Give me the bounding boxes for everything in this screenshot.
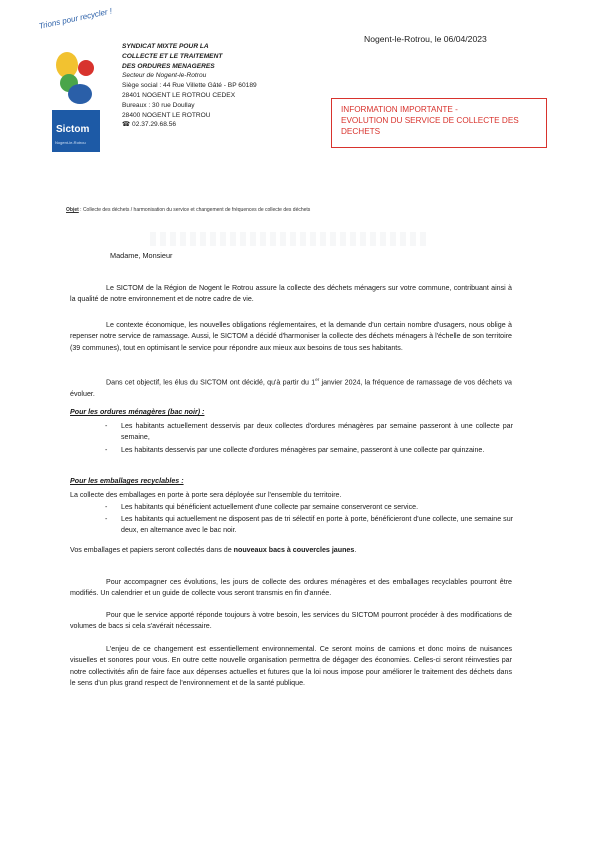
bullet-3: [105, 502, 513, 513]
letter-greeting: Madame, Monsieur: [110, 251, 173, 260]
bullet-4-text: Les habitants qui actuellement ne disposent pas de tri sélectif en porte à porte, bénéficieront d'une collecte, une semaine sur deux, en alternance avec le bac noir.: [121, 515, 513, 535]
logo-name: Sictom: [56, 124, 90, 135]
bullet-dash: -: [105, 515, 108, 523]
org-address-2: 28401 NOGENT LE ROTROU CEDEX: [122, 91, 236, 99]
bullet-3-text: Les habitants qui bénéficient actuellement d'une collecte par semaine conserveront ce service.: [121, 503, 419, 511]
bullet-dash: -: [105, 446, 108, 454]
logo-face-blue: [68, 84, 92, 104]
paragraph-3: [70, 374, 512, 400]
paragraph-5: [70, 545, 512, 556]
paragraph-7: Pour que le service apporté réponde toujours à votre besoin, les services du SICTOM pourront procéder à des modifications de volumes de bacs si cela s'avérait nécessaire.: [70, 611, 512, 631]
paragraph-5-part-a: Vos emballages et papiers seront collectés dans de: [70, 546, 234, 554]
notice-line-1: INFORMATION IMPORTANTE -: [341, 105, 458, 114]
bullet-2-text: Les habitants desservis par une collecte d'ordures ménagères par semaine, passeront à une collecte par quinzaine.: [121, 446, 485, 454]
paragraph-3-superscript: er: [315, 377, 320, 382]
bullet-1-text: Les habitants actuellement desservis par deux collectes d'ordures ménagères par semaine passeront à une collecte par semaine,: [121, 422, 513, 442]
paragraph-6: Pour accompagner ces évolutions, les jours de collecte des ordures ménagères et des emballages recyclables pourront être modifiés. Un calendrier et un guide de collecte vous seront transmis en fin d'année.: [70, 578, 512, 598]
notice-line-3: DECHETS: [341, 127, 381, 136]
paragraph-3-part-b: janvier 2024, la fréquence de ramassage de vos déchets va évoluer.: [70, 378, 512, 398]
bullet-2: [105, 445, 513, 456]
org-line-1: SYNDICAT MIXTE POUR LA: [122, 43, 209, 50]
bullet-dash: -: [105, 422, 108, 430]
letter-date: Nogent-le-Rotrou, le 06/04/2023: [364, 34, 487, 44]
bullet-4: [105, 514, 513, 537]
important-notice-box: [331, 98, 547, 148]
heading-ordures-menageres: Pour les ordures ménagères (bac noir) :: [70, 408, 205, 416]
org-line-3: DES ORDURES MENAGERES: [122, 62, 215, 70]
paragraph-1: Le SICTOM de la Région de Nogent le Rotrou assure la collecte des déchets ménagers sur votre commune, contribuant ainsi à la qualité de notre environnement et de notre cadre de vie.: [70, 284, 512, 304]
sictom-logo: [38, 6, 113, 145]
paragraph-3-part-a: Dans cet objectif, les élus du SICTOM ont décidé, qu'à partir du 1: [106, 378, 316, 387]
paragraph-8: L'enjeu de ce changement est essentiellement environnemental. Ce seront moins de camions et donc moins de nuisances visuelles et sonores pour vous. En outre cette nouvelle organisation permettra de dégager des économies. Celles-ci seront réinvesties par notre collectivités afin de faire face aux dépenses actuelles et futures que la loi nous impose pour améliorer le traitement des déchets dans le sens d'un plus grand respect de l'environnement et de la santé publique.: [70, 645, 512, 688]
paragraph-5-bold: nouveaux bacs à couvercles jaunes: [233, 546, 355, 554]
org-sector: Secteur de Nogent-le-Rotrou: [122, 72, 207, 80]
logo-subtitle: Nogent-le-Rotrou: [55, 140, 86, 145]
org-address-1: Siège social : 44 Rue Villette Gâté - BP 60189: [122, 82, 257, 90]
bullet-dash: -: [105, 503, 108, 511]
paragraph-4: La collecte des emballages en porte à porte sera déployée sur l'ensemble du territoire.: [70, 491, 342, 499]
paragraph-2: Le contexte économique, les nouvelles obligations réglementaires, et la demande d'un certain nombre d'usagers, nous oblige à repenser notre service de ramassage. Aussi, le SICTOM a décidé d'harmoniser la collecte des déchets ménagers à l'échelle de son territoire (39 communes), tout en optimisant le service pour répondre aux mieux aux besoins de tous ses habitants.: [70, 321, 512, 352]
faint-background-marks: [150, 232, 430, 246]
logo-slogan: Trions pour recycler !: [38, 6, 113, 31]
notice-line-2: EVOLUTION DU SERVICE DE COLLECTE DES: [341, 116, 519, 125]
paragraph-5-part-c: .: [354, 546, 357, 554]
logo-box: [52, 110, 100, 152]
org-phone: ☎ 02.37.29.68.56: [122, 121, 177, 129]
organization-address-block: [122, 42, 257, 130]
heading-emballages: Pour les emballages recyclables :: [70, 477, 184, 485]
logo-face-red: [78, 60, 94, 76]
org-line-2: COLLECTE ET LE TRAITEMENT: [122, 52, 223, 60]
org-address-3: Bureaux : 30 rue Doullay: [122, 101, 195, 109]
bullet-1: [105, 421, 513, 444]
letter-subject: [66, 207, 310, 213]
subject-label: Objet: [66, 207, 79, 213]
org-address-4: 28400 NOGENT LE ROTROU: [122, 111, 211, 119]
subject-text: : Collecte des déchets / harmonisation du service et changement de fréquences de collecte des déchets: [78, 207, 311, 213]
